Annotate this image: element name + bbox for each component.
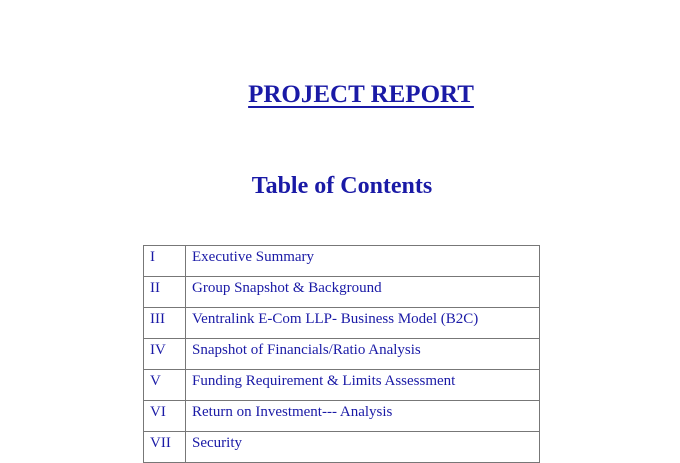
toc-row-number: IV <box>144 339 186 370</box>
report-title: PROJECT REPORT <box>248 81 474 108</box>
toc-row <box>144 246 540 277</box>
toc-row-title: Executive Summary <box>186 246 540 277</box>
toc-row-number: V <box>144 370 186 401</box>
toc-row-number: II <box>144 277 186 308</box>
toc-row-title: Group Snapshot & Background <box>186 277 540 308</box>
toc-heading: Table of Contents <box>251 173 433 199</box>
toc-row-title: Security <box>186 432 540 463</box>
toc-row <box>144 339 540 370</box>
toc-row <box>144 308 540 339</box>
toc-row <box>144 277 540 308</box>
toc-row-number: VI <box>144 401 186 432</box>
toc-row-title: Return on Investment--- Analysis <box>186 401 540 432</box>
toc-row-number: III <box>144 308 186 339</box>
toc-row <box>144 370 540 401</box>
toc-row-title: Funding Requirement & Limits Assessment <box>186 370 540 401</box>
toc-row-title: Ventralink E-Com LLP- Business Model (B2C) <box>186 308 540 339</box>
toc-row <box>144 401 540 432</box>
toc-row <box>144 432 540 463</box>
toc-table <box>143 245 540 463</box>
toc-row-title: Snapshot of Financials/Ratio Analysis <box>186 339 540 370</box>
toc-row-number: I <box>144 246 186 277</box>
toc-row-number: VII <box>144 432 186 463</box>
